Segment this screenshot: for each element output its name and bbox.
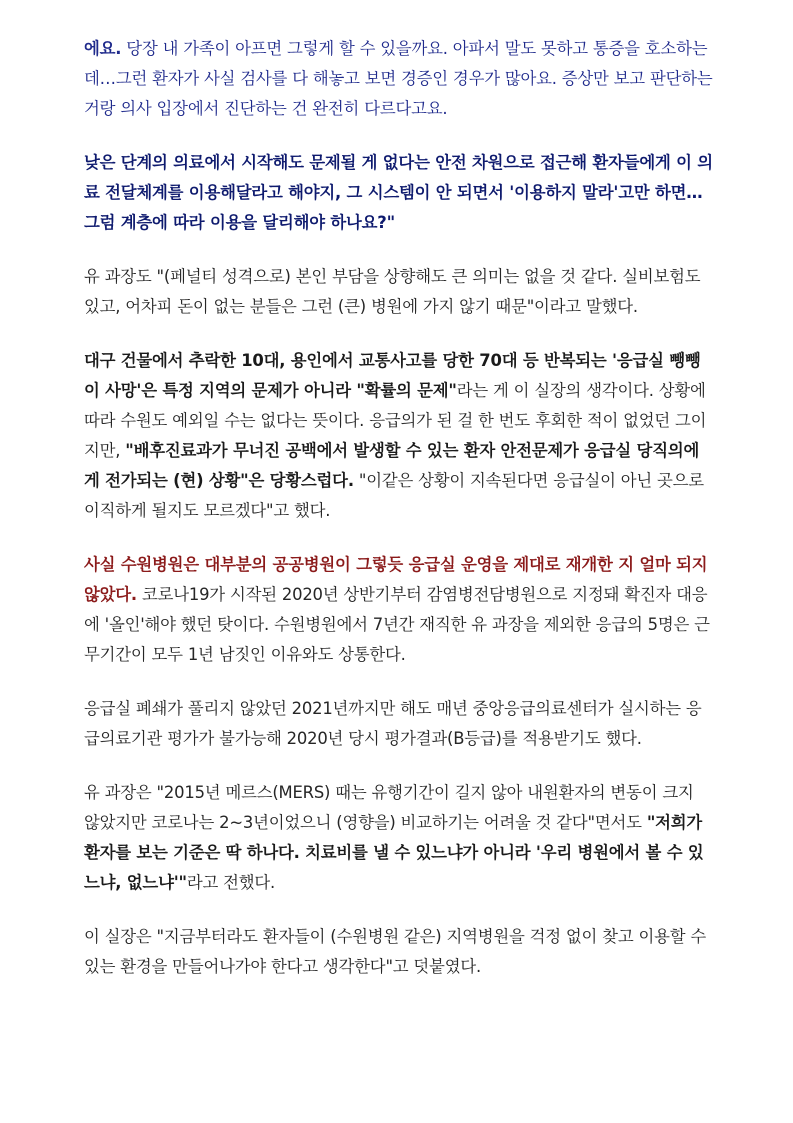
body-text-1: 유 과장은 "2015년 메르스(MERS) 때는 유행기간이 길지 않아 내원환자의 변동이 크지 않았지만 코로나는 2~3년이었으니 (영향을) 비교하기는 어려울 것 같다"면서도 xyxy=(84,783,694,832)
quote-text: 당장 내 가족이 아프면 그렇게 할 수 있을까요. 아파서 말도 못하고 통증을 호소하는데…그런 환자가 사실 검사를 다 해놓고 보면 경증인 경우가 많아요. 증상만 보고 판단하는 거랑 의사 입장에서 진단하는 건 완전히 다르다고요. xyxy=(84,39,713,118)
body-text-1: 라는 게 이 실장의 생각이다. 상황에 따라 수원도 예외일 수는 없다는 뜻이다. 응급의가 된 걸 한 번도 후회한 적이 없었던 그이지만, xyxy=(84,381,707,460)
body-text: 응급실 폐쇄가 풀리지 않았던 2021년까지만 해도 매년 중앙응급의료센터가 실시하는 응급의료기관 평가가 불가능해 2020년 당시 평가결과(B등급)를 적용받기도 했다. xyxy=(84,699,702,748)
body-paragraph-3 xyxy=(84,262,713,322)
body-text: 코로나19가 시작된 2020년 상반기부터 감염병전담병원으로 지정돼 확진자 대응에 '올인'해야 했던 탓이다. 수원병원에서 7년간 재직한 유 과장을 제외한 응급의 5명은 근무기간이 모두 1년 남짓인 이유와도 상통한다. xyxy=(84,585,710,664)
emphasis-text-1: 대구 건물에서 추락한 10대, 용인에서 교통사고를 당한 70대 등 반복되는 '응급실 뺑뺑이 사망'은 특정 지역의 문제가 아니라 "확률의 문제" xyxy=(84,351,701,400)
body-paragraph-7 xyxy=(84,778,713,898)
quote-text-bold: 낮은 단계의 의료에서 시작해도 문제될 게 없다는 안전 차원으로 접근해 환자들에게 이 의료 전달체계를 이용해달라고 해야지, 그 시스템이 안 되면서 '이용하지 말라'고만 하면…그럼 계층에 따라 이용을 달리해야 하나요?" xyxy=(84,153,713,232)
body-paragraph-4 xyxy=(84,346,713,526)
emphasis-text-2: "배후진료과가 무너진 공백에서 발생할 수 있는 환자 안전문제가 응급실 당직의에게 전가되는 (현) 상황"은 당황스럽다. xyxy=(84,441,700,490)
quote-lead: 에요. xyxy=(84,39,122,58)
emphasis-text: "저희가 환자를 보는 기준은 딱 하나다. 치료비를 낼 수 있느냐가 아니라 '우리 병원에서 볼 수 있느냐, 없느냐'" xyxy=(84,813,704,892)
body-paragraph-8 xyxy=(84,922,713,982)
body-text-2: "이같은 상황이 지속된다면 응급실이 아닌 곳으로 이직하게 될지도 모르겠다"고 했다. xyxy=(84,471,704,520)
body-text-2: 라고 전했다. xyxy=(186,873,276,892)
body-text: 유 과장도 "(페널티 성격으로) 본인 부담을 상향해도 큰 의미는 없을 것 같다. 실비보험도 있고, 어차피 돈이 없는 분들은 그런 (큰) 병원에 가지 않기 때문"이라고 말했다. xyxy=(84,267,701,316)
quote-paragraph-1 xyxy=(84,34,713,124)
body-paragraph-5 xyxy=(84,550,713,670)
quote-paragraph-2 xyxy=(84,148,713,238)
body-text: 이 실장은 "지금부터라도 환자들이 (수원병원 같은) 지역병원을 걱정 없이 찾고 이용할 수 있는 환경을 만들어나가야 한다고 생각한다"고 덧붙였다. xyxy=(84,927,707,976)
highlight-text: 사실 수원병원은 대부분의 공공병원이 그렇듯 응급실 운영을 제대로 재개한 지 얼마 되지 않았다. xyxy=(84,555,708,604)
body-paragraph-6 xyxy=(84,694,713,754)
